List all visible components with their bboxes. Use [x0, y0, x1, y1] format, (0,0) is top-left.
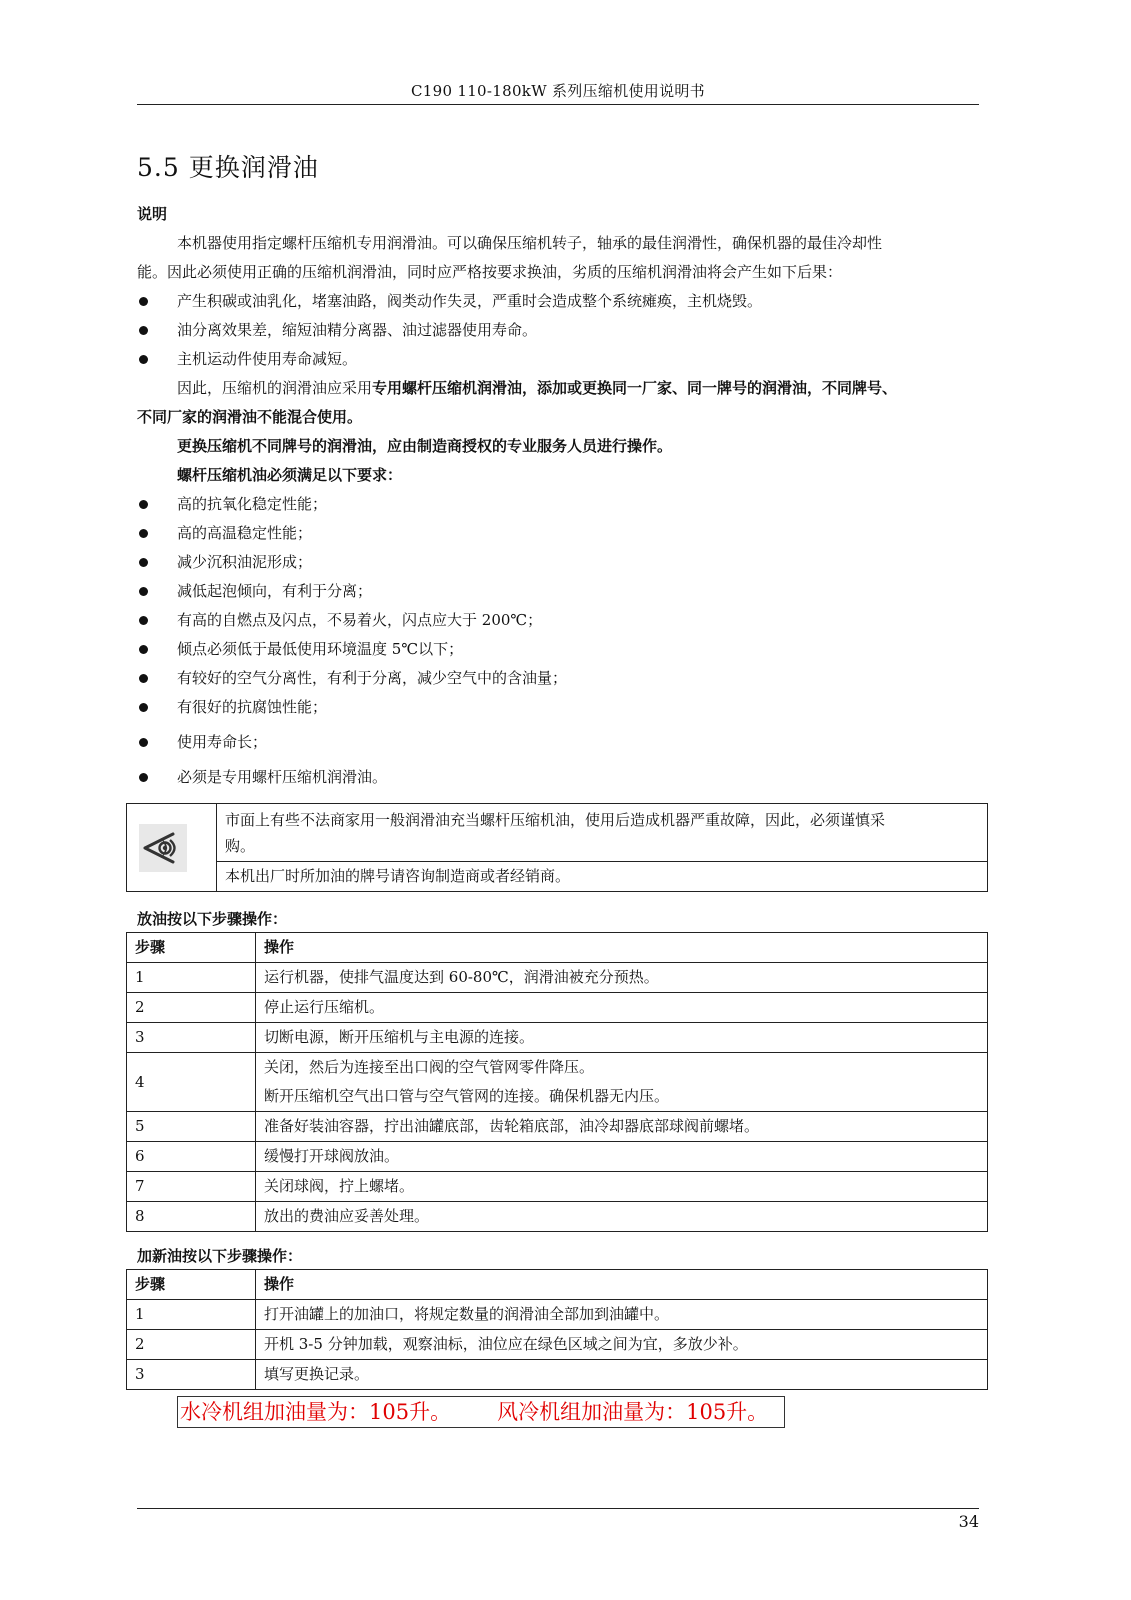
step-action: 停止运行压缩机。 [256, 993, 988, 1023]
step-number: 6 [127, 1142, 256, 1172]
footer-rule [137, 1508, 979, 1509]
bullet-icon [139, 355, 148, 364]
bullet-icon [139, 645, 148, 654]
notice-warning-text: 市面上有些不法商家用一般润滑油充当螺杆压缩机油，使用后造成机器严重故障，因此，必须谨慎采 购。 [217, 804, 987, 862]
step-action: 关闭球阀，拧上螺堵。 [256, 1172, 988, 1202]
table-header-row [127, 1270, 988, 1300]
step-action: 运行机器，使排气温度达到 60-80℃，润滑油被充分预热。 [256, 963, 988, 993]
bullet-icon [139, 674, 148, 683]
step-number: 2 [127, 993, 256, 1023]
consequence-item: 主机运动件使用寿命减短。 [137, 345, 979, 374]
table-row [127, 1360, 988, 1390]
table-row [127, 963, 988, 993]
water-cooled-volume: 水冷机组加油量为：105升。 [180, 1400, 452, 1424]
therefore-prefix: 因此，压缩机的润滑油应采用 [177, 379, 373, 397]
bullet-icon [139, 587, 148, 596]
therefore-line-2: 不同厂家的润滑油不能混合使用。 [137, 408, 363, 426]
table-row [127, 1202, 988, 1232]
column-header-action: 操作 [256, 1270, 988, 1300]
step-action: 放出的费油应妥善处理。 [256, 1202, 988, 1232]
step-action: 关闭，然后为连接至出口阀的空气管网零件降压。 断开压缩机空气出口管与空气管网的连接。确保机器无内压。 [256, 1053, 988, 1112]
step-action: 开机 3-5 分钟加载，观察油标，油位应在绿色区域之间为宜，多放少补。 [256, 1330, 988, 1360]
consequence-item: 油分离效果差，缩短油精分离器、油过滤器使用寿命。 [137, 316, 979, 345]
bullet-icon [139, 529, 148, 538]
table-row [127, 1023, 988, 1053]
body-heading: 说明 [137, 205, 168, 223]
step-action: 打开油罐上的加油口，将规定数量的润滑油全部加到油罐中。 [256, 1300, 988, 1330]
step-number: 8 [127, 1202, 256, 1232]
intro-line-2: 能。因此必须使用正确的压缩机润滑油，同时应严格按要求换油，劣质的压缩机润滑油将会产生如下后果： [137, 263, 843, 281]
column-header-action: 操作 [256, 933, 988, 963]
bullet-icon [139, 297, 148, 306]
requirement-item: 使用寿命长； [137, 728, 979, 757]
body-text [137, 200, 979, 792]
step-action: 切断电源，断开压缩机与主电源的连接。 [256, 1023, 988, 1053]
step-action: 填写更换记录。 [256, 1360, 988, 1390]
table-row [127, 1172, 988, 1202]
bullet-icon [139, 738, 148, 747]
running-header: C190 110-180kW 系列压缩机使用说明书 [411, 82, 705, 100]
requirements-heading: 螺杆压缩机油必须满足以下要求： [177, 466, 403, 484]
therefore-line-1 [137, 374, 979, 403]
step-number: 2 [127, 1330, 256, 1360]
bullet-icon [139, 773, 148, 782]
step-number: 3 [127, 1360, 256, 1390]
notice-icon-cell [127, 804, 217, 891]
drain-caption: 放油按以下步骤操作： [137, 910, 288, 928]
table-row [127, 1330, 988, 1360]
table-row [127, 993, 988, 1023]
drain-steps-table [126, 932, 988, 1232]
notice-box [126, 803, 988, 892]
table-row [127, 1300, 988, 1330]
step-number: 1 [127, 963, 256, 993]
refill-steps-table [126, 1269, 988, 1390]
bullet-icon [139, 326, 148, 335]
consequence-item: 产生积碳或油乳化，堵塞油路，阀类动作失灵，严重时会造成整个系统瘫痪，主机烧毁。 [137, 287, 979, 316]
column-header-step: 步骤 [127, 1270, 256, 1300]
step-number: 5 [127, 1112, 256, 1142]
requirement-item: 减少沉积油泥形成； [137, 548, 979, 577]
table-row [127, 1053, 988, 1112]
requirement-item: 必须是专用螺杆压缩机润滑油。 [137, 763, 979, 792]
requirement-item: 减低起泡倾向，有利于分离； [137, 577, 979, 606]
bullet-icon [139, 703, 148, 712]
requirement-item: 高的高温稳定性能； [137, 519, 979, 548]
refill-caption: 加新油按以下步骤操作： [137, 1247, 303, 1265]
step-number: 4 [127, 1053, 256, 1112]
step-action: 缓慢打开球阀放油。 [256, 1142, 988, 1172]
step-number: 1 [127, 1300, 256, 1330]
requirement-item: 倾点必须低于最低使用环境温度 5℃以下； [137, 635, 979, 664]
oil-volume-note [177, 1396, 785, 1428]
intro-line-1: 本机器使用指定螺杆压缩机专用润滑油。可以确保压缩机转子，轴承的最佳润滑性，确保机器的最佳冷却性 [177, 234, 883, 252]
step-number: 3 [127, 1023, 256, 1053]
bullet-icon [139, 500, 148, 509]
therefore-bold: 专用螺杆压缩机润滑油，添加或更换同一厂家、同一牌号的润滑油，不同牌号、 [372, 379, 898, 397]
requirement-item: 有高的自燃点及闪点，不易着火，闪点应大于 200℃； [137, 606, 979, 635]
bullet-icon [139, 616, 148, 625]
authorized-note: 更换压缩机不同牌号的润滑油，应由制造商授权的专业服务人员进行操作。 [177, 437, 673, 455]
step-action: 准备好装油容器，拧出油罐底部，齿轮箱底部，油冷却器底部球阀前螺堵。 [256, 1112, 988, 1142]
table-header-row [127, 933, 988, 963]
air-cooled-volume: 风冷机组加油量为：105升。 [497, 1400, 769, 1424]
step-number: 7 [127, 1172, 256, 1202]
requirement-item: 有较好的空气分离性，有利于分离，减少空气中的含油量； [137, 664, 979, 693]
section-title: 5.5 更换润滑油 [137, 153, 319, 182]
requirement-item: 高的抗氧化稳定性能； [137, 490, 979, 519]
notice-brand-text: 本机出厂时所加油的牌号请咨询制造商或者经销商。 [225, 867, 571, 885]
eye-warning-icon [139, 824, 187, 872]
bullet-icon [139, 558, 148, 567]
column-header-step: 步骤 [127, 933, 256, 963]
requirement-item: 有很好的抗腐蚀性能； [137, 693, 979, 722]
page-number: 34 [958, 1512, 979, 1531]
table-row [127, 1112, 988, 1142]
table-row [127, 1142, 988, 1172]
header-rule [137, 104, 979, 105]
